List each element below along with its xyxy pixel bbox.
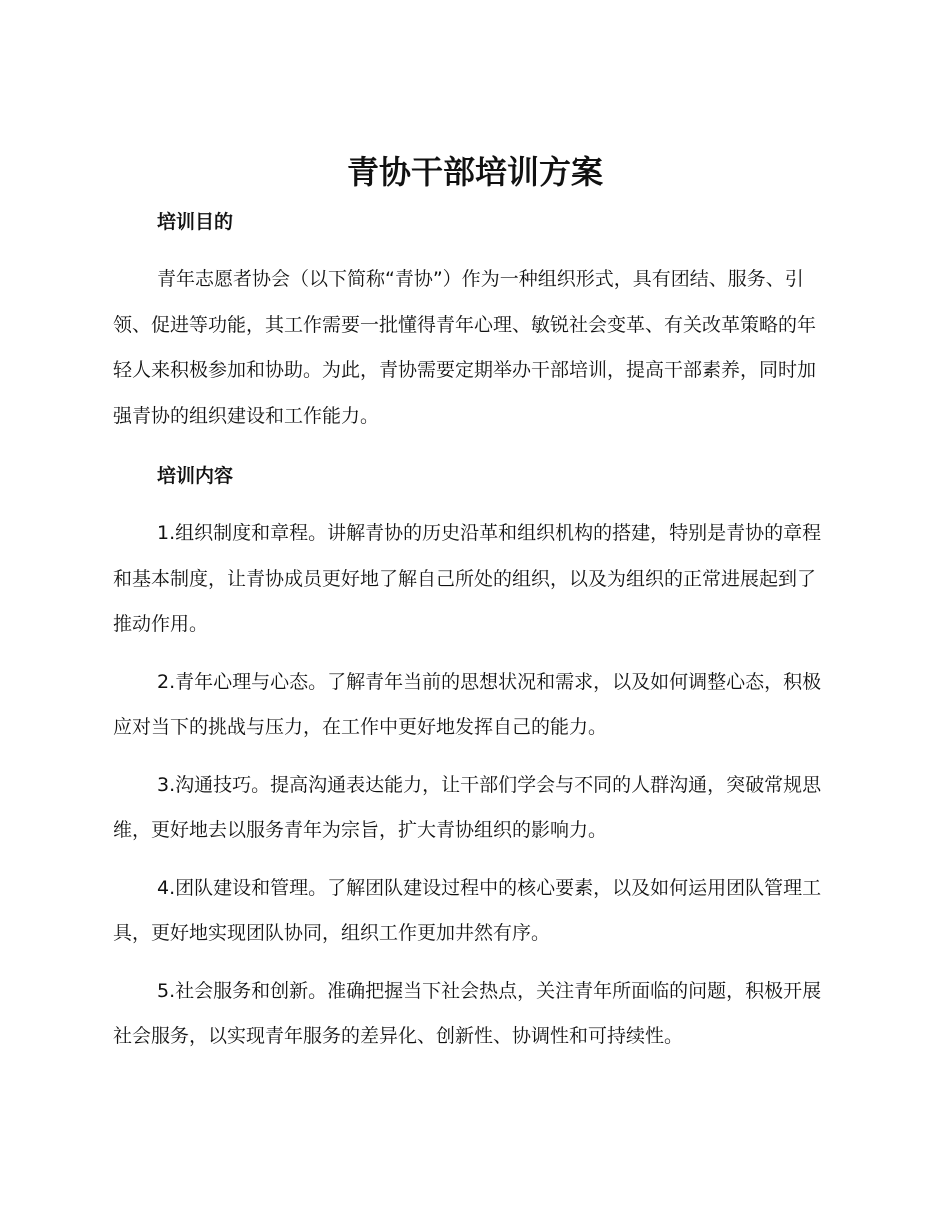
paragraph-content-3: 3.沟通技巧。提高沟通表达能力，让干部们学会与不同的人群沟通，突破常规思维，更好地去以服务青年为宗旨，扩大青协组织的影响力。 bbox=[113, 773, 822, 841]
section-heading-purpose: 培训目的 bbox=[157, 211, 234, 233]
section-heading-content: 培训内容 bbox=[157, 465, 234, 487]
document-title: 青协干部培训方案 bbox=[346, 153, 603, 191]
paragraph-content-2: 2.青年心理与心态。了解青年当前的思想状况和需求，以及如何调整心态，积极应对当下的挑战与压力，在工作中更好地发挥自己的能力。 bbox=[113, 670, 822, 738]
paragraph-purpose: 青年志愿者协会（以下简称“青协”）作为一种组织形式，具有团结、服务、引领、促进等功能，其工作需要一批懂得青年心理、敏锐社会变革、有关改革策略的年轻人来积极参加和协助。为此，青协需要定期举办干部培训，提高干部素养，同时加强青协的组织建设和工作能力。 bbox=[113, 268, 817, 427]
paragraph-content-5: 5.社会服务和创新。准确把握当下社会热点，关注青年所面临的问题，积极开展社会服务，以实现青年服务的差异化、创新性、协调性和可持续性。 bbox=[113, 979, 822, 1047]
paragraph-content-1: 1.组织制度和章程。讲解青协的历史沿革和组织机构的搭建，特别是青协的章程和基本制度，让青协成员更好地了解自己所处的组织，以及为组织的正常进展起到了推动作用。 bbox=[113, 522, 822, 635]
paragraph-content-4: 4.团队建设和管理。了解团队建设过程中的核心要素，以及如何运用团队管理工具，更好地实现团队协同，组织工作更加井然有序。 bbox=[113, 876, 822, 944]
document-body bbox=[113, 205, 833, 1072]
